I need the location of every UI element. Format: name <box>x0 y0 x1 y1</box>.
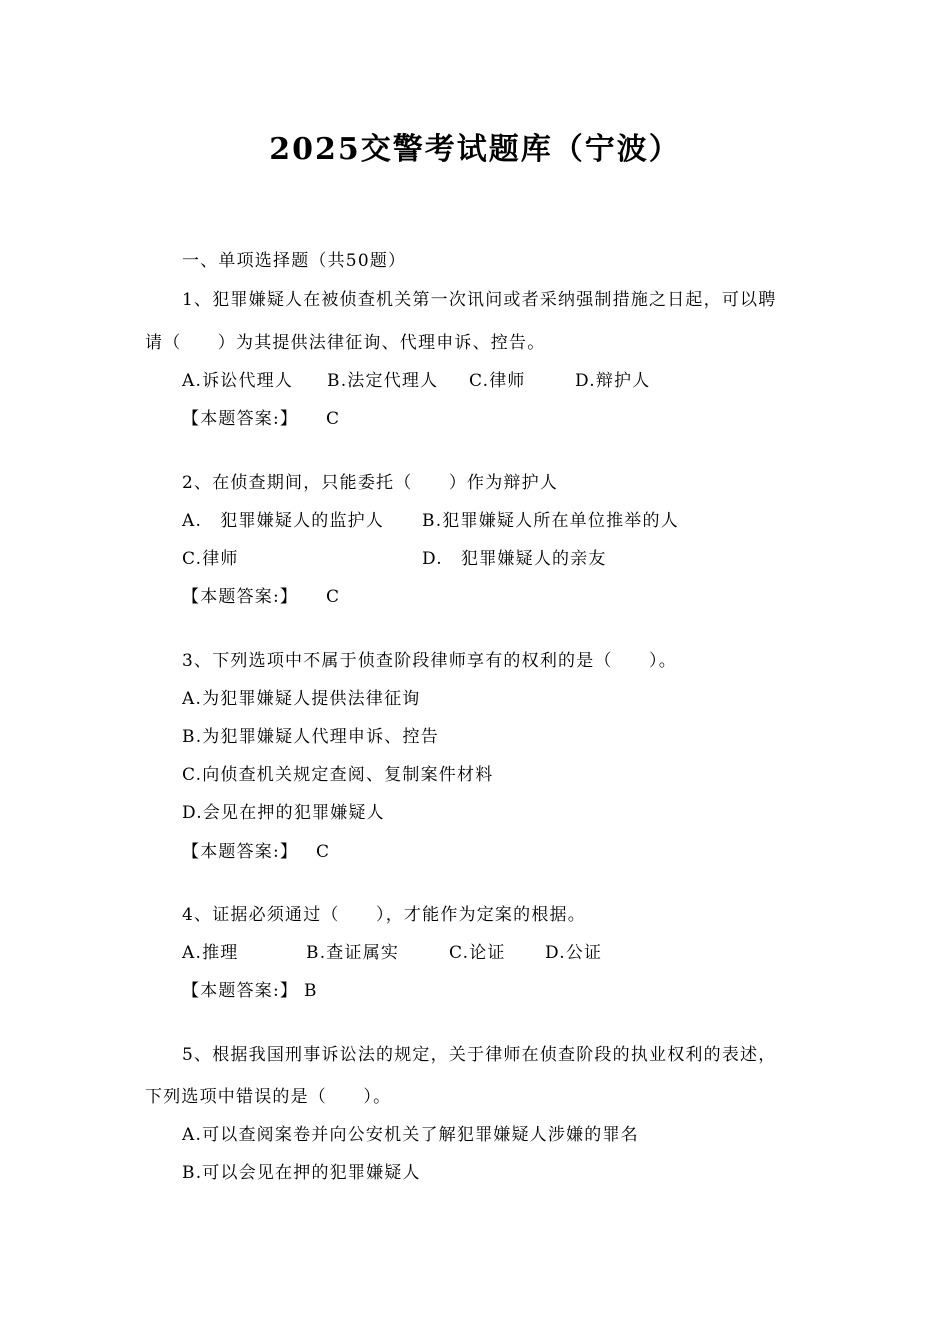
document-title: 2025交警考试题库（宁波） <box>269 132 681 167</box>
question-1-option-a: A.诉讼代理人 <box>182 371 294 391</box>
question-1-answer-label: 【本题答案:】 <box>182 409 299 429</box>
question-1-stem-line2: 请（ ）为其提供法律征询、代理申诉、控告。 <box>145 333 546 353</box>
question-3-option-a: A.为犯罪嫌疑人提供法律征询 <box>182 689 421 709</box>
question-3-option-b: B.为犯罪嫌疑人代理申诉、控告 <box>182 727 439 747</box>
question-5-option-b: B.可以会见在押的犯罪嫌疑人 <box>182 1163 421 1183</box>
section-heading: 一、单项选择题（共50题） <box>182 251 407 271</box>
question-4-option-c: C.论证 <box>449 943 506 963</box>
question-1-option-c: C.律师 <box>469 371 526 391</box>
question-2-option-c: C.律师 <box>182 549 239 569</box>
question-2-stem-line1: 2、在侦查期间，只能委托（ ）作为辩护人 <box>182 473 559 493</box>
question-5-option-a: A.可以查阅案卷并向公安机关了解犯罪嫌疑人涉嫌的罪名 <box>182 1125 639 1145</box>
question-1-answer: C <box>326 409 341 429</box>
question-3-answer-label: 【本题答案:】 <box>182 842 299 862</box>
question-4-stem-line1: 4、证据必须通过（ ），才能作为定案的根据。 <box>182 905 586 925</box>
question-3-answer: C <box>316 842 331 862</box>
question-4-option-b: B.查证属实 <box>306 943 400 963</box>
question-4-option-a: A.推理 <box>182 943 239 963</box>
question-3-option-d: D.会见在押的犯罪嫌疑人 <box>182 803 385 823</box>
question-3-stem-line1: 3、下列选项中不属于侦查阶段律师享有的权利的是（ ）。 <box>182 651 677 671</box>
question-4-answer: B <box>304 981 318 1001</box>
question-2-answer: C <box>326 587 341 607</box>
question-1-option-b: B.法定代理人 <box>327 371 439 391</box>
question-2-option-b: B.犯罪嫌疑人所在单位推举的人 <box>422 511 679 531</box>
question-1-option-d: D.辩护人 <box>575 371 651 391</box>
question-3-option-c: C.向侦查机关规定查阅、复制案件材料 <box>182 765 494 785</box>
question-4-answer-label: 【本题答案:】 <box>182 981 299 1001</box>
question-2-option-d: D. 犯罪嫌疑人的亲友 <box>422 549 607 569</box>
question-2-option-a: A. 犯罪嫌疑人的监护人 <box>182 511 385 531</box>
question-5-stem-line2: 下列选项中错误的是（ ）。 <box>145 1087 392 1107</box>
question-5-stem-line1: 5、根据我国刑事诉讼法的规定，关于律师在侦查阶段的执业权利的表述， <box>182 1045 777 1065</box>
question-2-answer-label: 【本题答案:】 <box>182 587 299 607</box>
question-1-stem-line1: 1、犯罪嫌疑人在被侦查机关第一次讯问或者采纳强制措施之日起，可以聘 <box>182 290 777 310</box>
question-4-option-d: D.公证 <box>545 943 603 963</box>
